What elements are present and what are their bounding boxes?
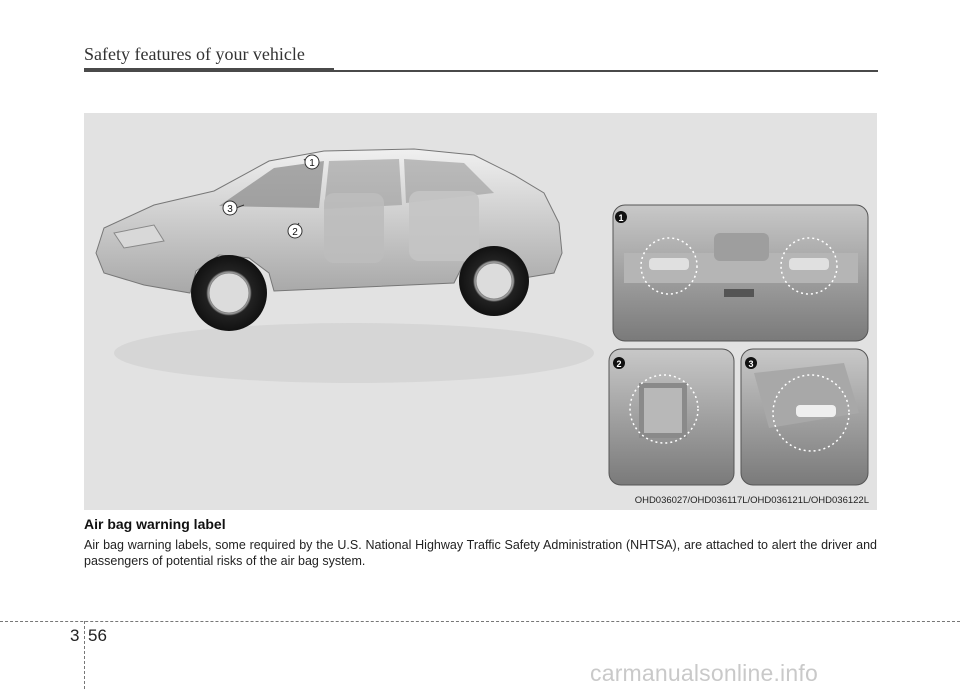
footer-vertical-divider [84, 621, 85, 689]
header-rule-thin [334, 70, 878, 72]
watermark-text: carmanualsonline.info [590, 660, 818, 686]
footer-divider [0, 621, 960, 622]
svg-text:2: 2 [292, 227, 298, 238]
car-reflection [114, 323, 594, 383]
page-header-title: Safety features of your vehicle [84, 44, 305, 64]
chapter-number: 3 [70, 626, 80, 645]
detail-callout-2: 2 [616, 359, 622, 369]
section-heading: Air bag warning label [84, 516, 226, 532]
detail-callout-3: 3 [748, 359, 754, 369]
car-callout-2 [288, 224, 302, 238]
car-illustration [96, 149, 562, 331]
detail-callout-1: 1 [618, 213, 624, 223]
header-rule-thick [84, 68, 334, 72]
detail-panel-3 [741, 349, 868, 485]
figure-caption: OHD036027/OHD036117L/OHD036121L/OHD036122L [634, 495, 869, 506]
airbag-label-illustration [84, 113, 877, 510]
svg-text:1: 1 [309, 158, 315, 169]
page-number: 56 [88, 626, 107, 645]
svg-text:3: 3 [227, 204, 233, 215]
section-body: Air bag warning labels, some required by the U.S. National Highway Traffic Safety Administration (NHTSA), are attached to alert the driver and passengers of potential risks of the air bag system. [84, 538, 877, 568]
detail-panel-2 [609, 349, 734, 485]
car-callout-3 [223, 201, 237, 215]
detail-panel-1 [613, 205, 868, 341]
figure-panel [84, 113, 877, 510]
car-callout-1 [305, 155, 319, 169]
